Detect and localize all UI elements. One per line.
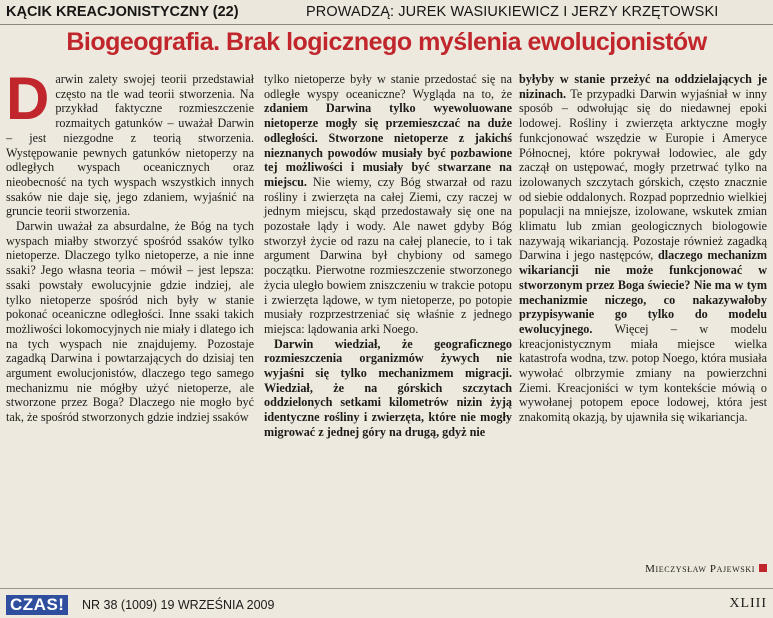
article-column-1 [6, 65, 254, 425]
paragraph: Darwin zalety swojej teorii przedstawiał często na tle wad teorii stworzenia. Na przykład faktyczne rozmieszczenie rozmaitych gatunków – uważał Darwin – jest niezgodne z teorią stworzenia. Występowanie pewnych gatunków nietoperzy na odległych wyspach oceanicznych oraz nieobecność na tych wyspach wszystkich innych ssaków nie daje się, jego zdaniem, wyjaśnić na gruncie teorii stworzenia. [6, 65, 254, 219]
paragraph: tylko nietoperze były w stanie przedostać się na odległe wyspy oceaniczne? Wygląda na to, że zdaniem Darwina tylko wyewoluowane nietoperze mogły się przemieszczać na duże odległości. Stworzone nietoperze z jakichś nieznanych powodów musiały być pozbawione tej możliwości i musiały być stwarzane na miejscu. Nie wiemy, czy Bóg stwarzał od razu rośliny i zwierzęta na całej Ziemi, czy raczej w jednym miejscu, skąd przedostawały się one na pozostałe lądy i wody. Ale nawet gdyby Bóg stworzył życie od razu na całej planecie, to i tak argument Darwina był chybiony od samego początku. Pierwotne rozmieszczenie stworzonego życia uległo bowiem zniszczeniu w trakcie potopu i zwierzęta lądowe, w tym nietoperze, po potopie musiały rozprzestrzeniać się właśnie z jednego miejsca: lądowania arki Noego. [264, 72, 512, 336]
paragraph: Darwin uważał za absurdalne, że Bóg na tych wyspach miałby stworzyć spośród ssaków tylko nietoperze. Dlaczego tylko nietoperze, a nie inne ssaki? Jego własna teoria – mówił – jest lepsza: ssaki powstały ewolucyjnie gdzie indziej, ale tylko nietoperze spośród nich były w stanie pokonać oceaniczne odległości. Inne ssaki takich możliwości lokomocyjnych nie miały i dlatego ich na tych wyspach nie znajdujemy. Pozostaje zagadką Darwina i powtarzających do dzisiaj ten argument ewolucjonistów, dlaczego tego samego mechanizmu nie mógłby użyć nietoperze, ale stworzone przez Boga? Dlaczego nie mogło być tak, że spośród stworzonych gdzie indziej ssaków [6, 219, 254, 425]
page-footer [0, 591, 773, 618]
article-author: Mieczysław Pajewski [519, 563, 767, 575]
issue-info: NR 38 (1009) 19 WRZEŚNIA 2009 [82, 598, 275, 612]
paragraph: Darwin wiedział, że geograficznego rozmieszczenia organizmów żywych nie wyjaśni się tylko mechanizmem migracji. Wiedział, że na górskich szczytach oddzielonych setkami kilometrów nizin żyją identyczne rośliny i zwierzęta, które nie mogły migrować z jednej góry na drugą, gdyż nie [264, 336, 512, 439]
magazine-logo: CZAS! [6, 595, 68, 615]
column-hosts: PROWADZĄ: JUREK WASIUKIEWICZ I JERZY KRZĘTOWSKI [306, 4, 719, 20]
article-column-3 [519, 72, 767, 425]
page-header [0, 0, 773, 25]
article-title: Biogeografia. Brak logicznego myślenia ewolucjonistów [66, 28, 707, 56]
article-column-2 [264, 72, 512, 440]
drop-cap: D [6, 65, 50, 132]
footer-divider [0, 588, 773, 589]
page-number: XLIII [729, 596, 767, 611]
paragraph: byłyby w stanie przeżyć na oddzielających je nizinach. Te przypadki Darwin wyjaśniał w inny sposób – odwołując się do niedawnej epoki lodowej. Rośliny i zwierzęta arktyczne mogły funkcjonować wszędzie w Europie i Ameryce Północnej, które pokrywał lodowiec, ale gdy zaczął on ustępować, mogły przetrwać tylko na izolowanych szczytach górskich, często znacznie od siebie oddalonych. Rozpad poprzednio wielkiej populacji na mniejsze, izolowane, wskutek zmian klimatu lub zmian geologicznych biologowie nazywają wikariancją. Pozostaje również zagadką Darwina i jego następców, dlaczego mechanizm wikariancji nie może funkcjonować w stworzonym przez Boga świecie? Nie ma w tym mechanizmie niczego, co nakazywałoby przypisywanie go tylko do modelu ewolucyjnego. Więcej – w modelu kreacjonistycznym miała miejsce wielka katastrofa wodna, tzw. potop Noego, która musiała wywołać olbrzymie zmiany na powierzchni Ziemi. Kreacjoniści w tym kontekście mówią o wywołanej potopem epoce lodowej, która jest znakomitą okazją, by ujawniła się wikariancja. [519, 72, 767, 425]
column-series-title: KĄCIK KREACJONISTYCZNY (22) [6, 4, 239, 20]
end-mark-icon [759, 564, 767, 572]
